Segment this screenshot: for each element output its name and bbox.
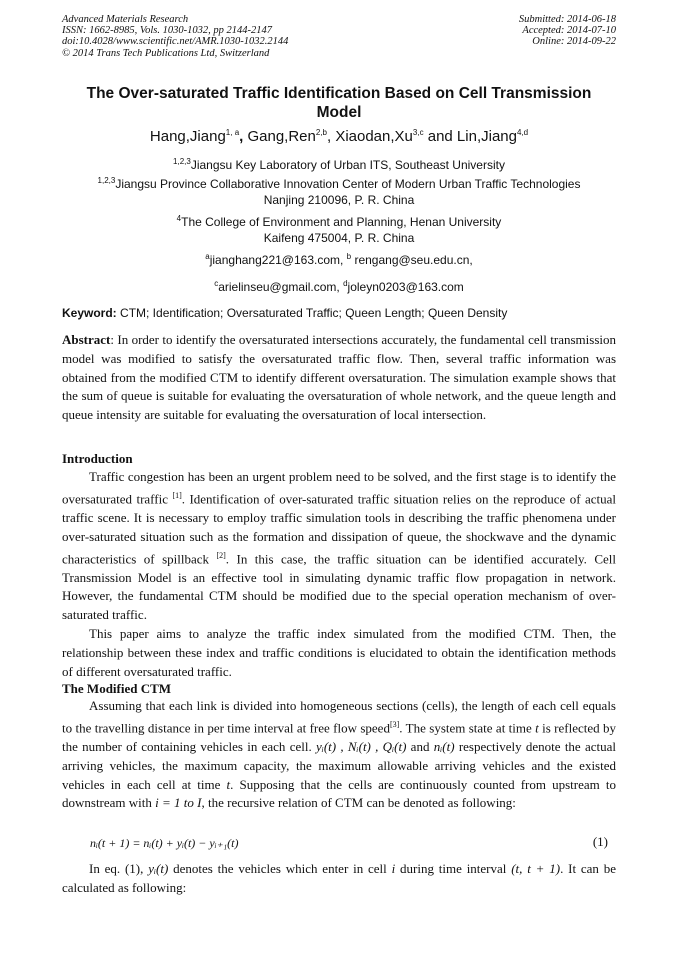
post-equation-text: In eq. (1), yᵢ(t) denotes the vehicles which enter in cell i during time interval (t, t + 1). It can be calculated as following: xyxy=(62,861,616,895)
keywords: Keyword: CTM; Identification; Oversaturated Traffic; Queen Length; Queen Density xyxy=(62,306,508,320)
accepted-date: Accepted: 2014-07-10 xyxy=(522,25,616,37)
intro-body: Traffic congestion has been an urgent problem need to be solved, and the first stage is to identify the oversaturated traffic [1]. Identification of over-saturated traffic situation relies on the reproduce of actual traffic scene. It is necessary to employ traffic simulation tools in describing the traffic phenomena under over-saturated situation such as the formation and dissipation of queue, the shockwave and the dynamic characteristics of spillback [2]. In this case, the traffic situation can be identified accurately. Cell Transmission Model is an effective tool in simulating dynamic traffic flow propagation in network. However, the fundamental CTM should be modified due to the special operation mechanism of over-saturated traffic. This paper aims to analyze the traffic index simulated from the modified CTM. Then, the relationship between these index and traffic conditions is elucidated to obtain the identification methods of different oversaturated traffic. xyxy=(62,469,616,679)
affiliation-3: Nanjing 210096, P. R. China xyxy=(263,193,415,207)
ctm-body: Assuming that each link is divided into homogeneous sections (cells), the length of each cell equals to the travelling distance in per time interval at free flow speed[3]. The system state at time t is reflected by the number of containing vehicles in each cell. yᵢ(t) , Nᵢ(t) , Qᵢ(t) and nᵢ(t) respectively denote the actual arriving vehicles, the maximum capacity, the maximum allowable arriving vehicles and the existed vehicles in each cell at time t. Supposing that the cells are continuously counted from upstream to downstream with i = 1 to I, the recursive relation of CTM can be denoted as following: xyxy=(62,698,617,811)
paper-title: The Over-saturated Traffic Identification Based on Cell Transmission Model xyxy=(86,85,592,121)
journal-name: Advanced Materials Research xyxy=(62,14,189,25)
ctm-heading: The Modified CTM xyxy=(62,681,172,696)
author-list: Hang,Jiang$^{1, a}$, Gang,Ren$^{2,b}$, Xiaodan,Xu$^{3,c}$ and Lin,Jiang$^{4,d}$ xyxy=(149,128,529,145)
email-line-2: $^c$arielinseu@gmail.com, $^d$joleyn0203@163.com xyxy=(214,279,464,294)
submitted-date: Submitted: 2014-06-18 xyxy=(518,14,616,25)
abstract: Abstract: In order to identify the oversaturated intersections accurately, the fundamental cell transmission model was modified to satisfy the oversaturated traffic flow. Then, several traffic information was obtained from the modified CTM to identify different oversaturation. The simulation example shows that the sum of queue is suitable for evaluating the oversaturation of whole network, and the queue length and queue intensity are suitable for evaluating the oversaturation of local intersection. xyxy=(62,332,616,423)
equation-1: nᵢ(t + 1) = nᵢ(t) + yᵢ(t) − yᵢ₊₁(t) xyxy=(90,836,239,850)
equation-number: (1) xyxy=(592,834,608,849)
citation-2: [2] xyxy=(216,550,226,560)
email-line-1: $^a$jianghang221@163.com, $^b$ rengang@seu.edu.cn, xyxy=(205,252,473,267)
affiliation-2: $^{1,2,3}$Jiangsu Province Collaborative Innovation Center of Modern Urban Traffic Technologies xyxy=(97,176,581,191)
affiliation-4: $^4$The College of Environment and Planning, Henan University xyxy=(176,214,502,229)
variables: yᵢ(t) , Nᵢ(t) , Qᵢ(t) xyxy=(316,738,407,754)
issn: ISSN: 1662-8985, Vols. 1030-1032, pp 2144-2147 xyxy=(62,25,272,37)
citation-1: [1] xyxy=(172,490,182,500)
citation-3: [3] xyxy=(389,719,400,729)
doi: doi:10.4028/www.scientific.net/AMR.1030-1032.2144 xyxy=(62,36,289,48)
affiliation-1: $^{1,2,3}$Jiangsu Key Laboratory of Urban ITS, Southeast University xyxy=(173,157,505,172)
header-left xyxy=(62,14,288,59)
intro-heading: Introduction xyxy=(62,451,133,466)
affiliation-5: Kaifeng 475004, P. R. China xyxy=(263,231,415,245)
copyright: © 2014 Trans Tech Publications Ltd, Switzerland xyxy=(62,47,270,59)
online-date: Online: 2014-09-22 xyxy=(532,36,616,48)
header-right xyxy=(519,14,616,48)
